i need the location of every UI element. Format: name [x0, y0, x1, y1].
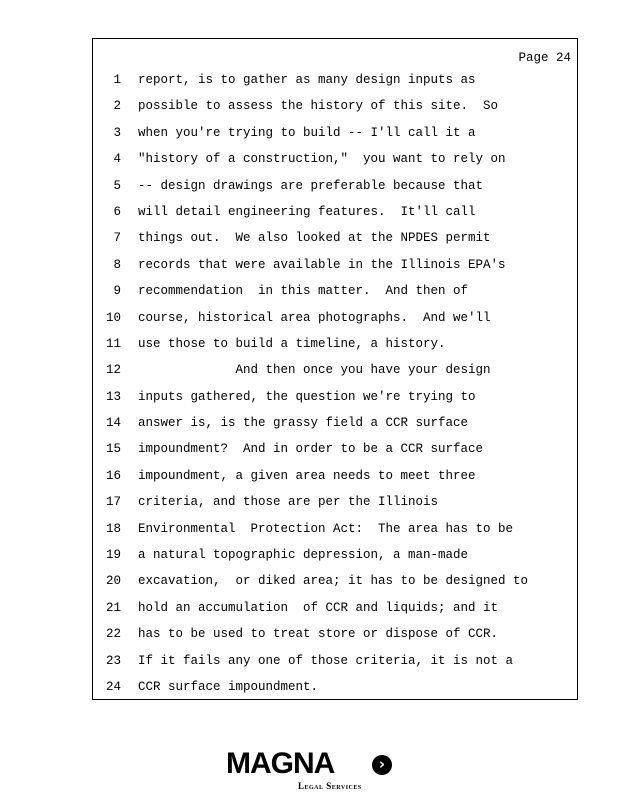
line-number: 18	[105, 521, 121, 536]
line-text: when you're trying to build -- I'll call it a	[138, 125, 476, 140]
logo-tagline: Legal Services	[298, 781, 362, 791]
line-text: Environmental Protection Act: The area has to be	[138, 521, 514, 536]
transcript-line	[93, 627, 577, 653]
line-number: 12	[105, 363, 121, 378]
line-number: 7	[113, 231, 121, 246]
transcript-line	[93, 205, 577, 231]
line-number: 4	[113, 152, 121, 167]
transcript-line	[93, 311, 577, 337]
line-text: a natural topographic depression, a man-made	[138, 548, 469, 563]
line-number: 6	[113, 204, 121, 219]
line-number: 13	[105, 389, 121, 404]
line-number: 10	[105, 310, 121, 325]
transcript-line	[93, 548, 577, 574]
transcript-line	[93, 152, 577, 178]
line-number: 19	[105, 548, 121, 563]
transcript-line	[93, 469, 577, 495]
line-text: answer is, is the grassy field a CCR surface	[138, 416, 469, 431]
magna-logo	[226, 748, 396, 794]
line-text: records that were available in the Illinois EPA's	[138, 257, 506, 272]
line-text: things out. We also looked at the NPDES permit	[138, 231, 491, 246]
line-text: report, is to gather as many design inputs as	[138, 73, 476, 87]
transcript-line	[93, 390, 577, 416]
line-number: 3	[113, 125, 121, 140]
transcript-line	[93, 680, 577, 706]
line-text: recommendation in this matter. And then of	[138, 284, 469, 299]
line-number: 17	[105, 495, 121, 510]
line-text: impoundment? And in order to be a CCR surface	[138, 442, 484, 457]
transcript-line	[93, 284, 577, 310]
transcript-line	[93, 126, 577, 152]
line-text: has to be used to treat store or dispose of CCR.	[138, 627, 499, 642]
transcript-line	[93, 495, 577, 521]
logo-wordmark: MAGNA	[226, 747, 335, 780]
transcript-line	[93, 601, 577, 627]
line-number: 15	[105, 442, 121, 457]
line-text: -- design drawings are preferable because that	[138, 178, 484, 193]
transcript-line	[93, 522, 577, 548]
line-number: 5	[113, 178, 121, 193]
line-number: 14	[105, 416, 121, 431]
line-text: "history of a construction," you want to rely on	[138, 152, 506, 167]
line-text: possible to assess the history of this site. So	[138, 99, 499, 114]
line-number: 24	[105, 679, 121, 694]
line-text: course, historical area photographs. And we'll	[138, 310, 491, 325]
transcript-line	[93, 654, 577, 680]
line-number: 1	[113, 73, 121, 87]
line-text: impoundment, a given area needs to meet three	[138, 468, 476, 483]
line-number: 16	[105, 468, 121, 483]
line-number: 8	[113, 257, 121, 272]
transcript-line	[93, 99, 577, 125]
line-text: hold an accumulation of CCR and liquids; and it	[138, 600, 499, 615]
page-number: Page 24	[518, 51, 571, 65]
transcript-line	[93, 337, 577, 363]
transcript-line	[93, 416, 577, 442]
arrow-circle-icon: ›	[372, 755, 392, 775]
transcript-line	[93, 574, 577, 600]
transcript-line	[93, 73, 577, 99]
line-text: CCR surface impoundment.	[138, 679, 319, 694]
line-text: And then once you have your design	[138, 363, 491, 378]
line-number: 21	[105, 600, 121, 615]
line-number: 20	[105, 574, 121, 589]
transcript-lines	[93, 73, 577, 706]
line-number: 22	[105, 627, 121, 642]
line-number: 23	[105, 653, 121, 668]
line-number: 9	[113, 284, 121, 299]
transcript-line	[93, 179, 577, 205]
transcript-line	[93, 231, 577, 257]
transcript-page	[92, 38, 578, 700]
transcript-line	[93, 258, 577, 284]
line-number: 2	[113, 99, 121, 114]
line-text: excavation, or diked area; it has to be designed to	[138, 574, 529, 589]
line-text: will detail engineering features. It'll call	[138, 204, 476, 219]
line-number: 11	[105, 336, 121, 351]
line-text: use those to build a timeline, a history.	[138, 336, 446, 351]
transcript-line	[93, 442, 577, 468]
transcript-line	[93, 363, 577, 389]
line-text: criteria, and those are per the Illinois	[138, 495, 439, 510]
line-text: inputs gathered, the question we're trying to	[138, 389, 476, 404]
line-text: If it fails any one of those criteria, it is not a	[138, 653, 514, 668]
